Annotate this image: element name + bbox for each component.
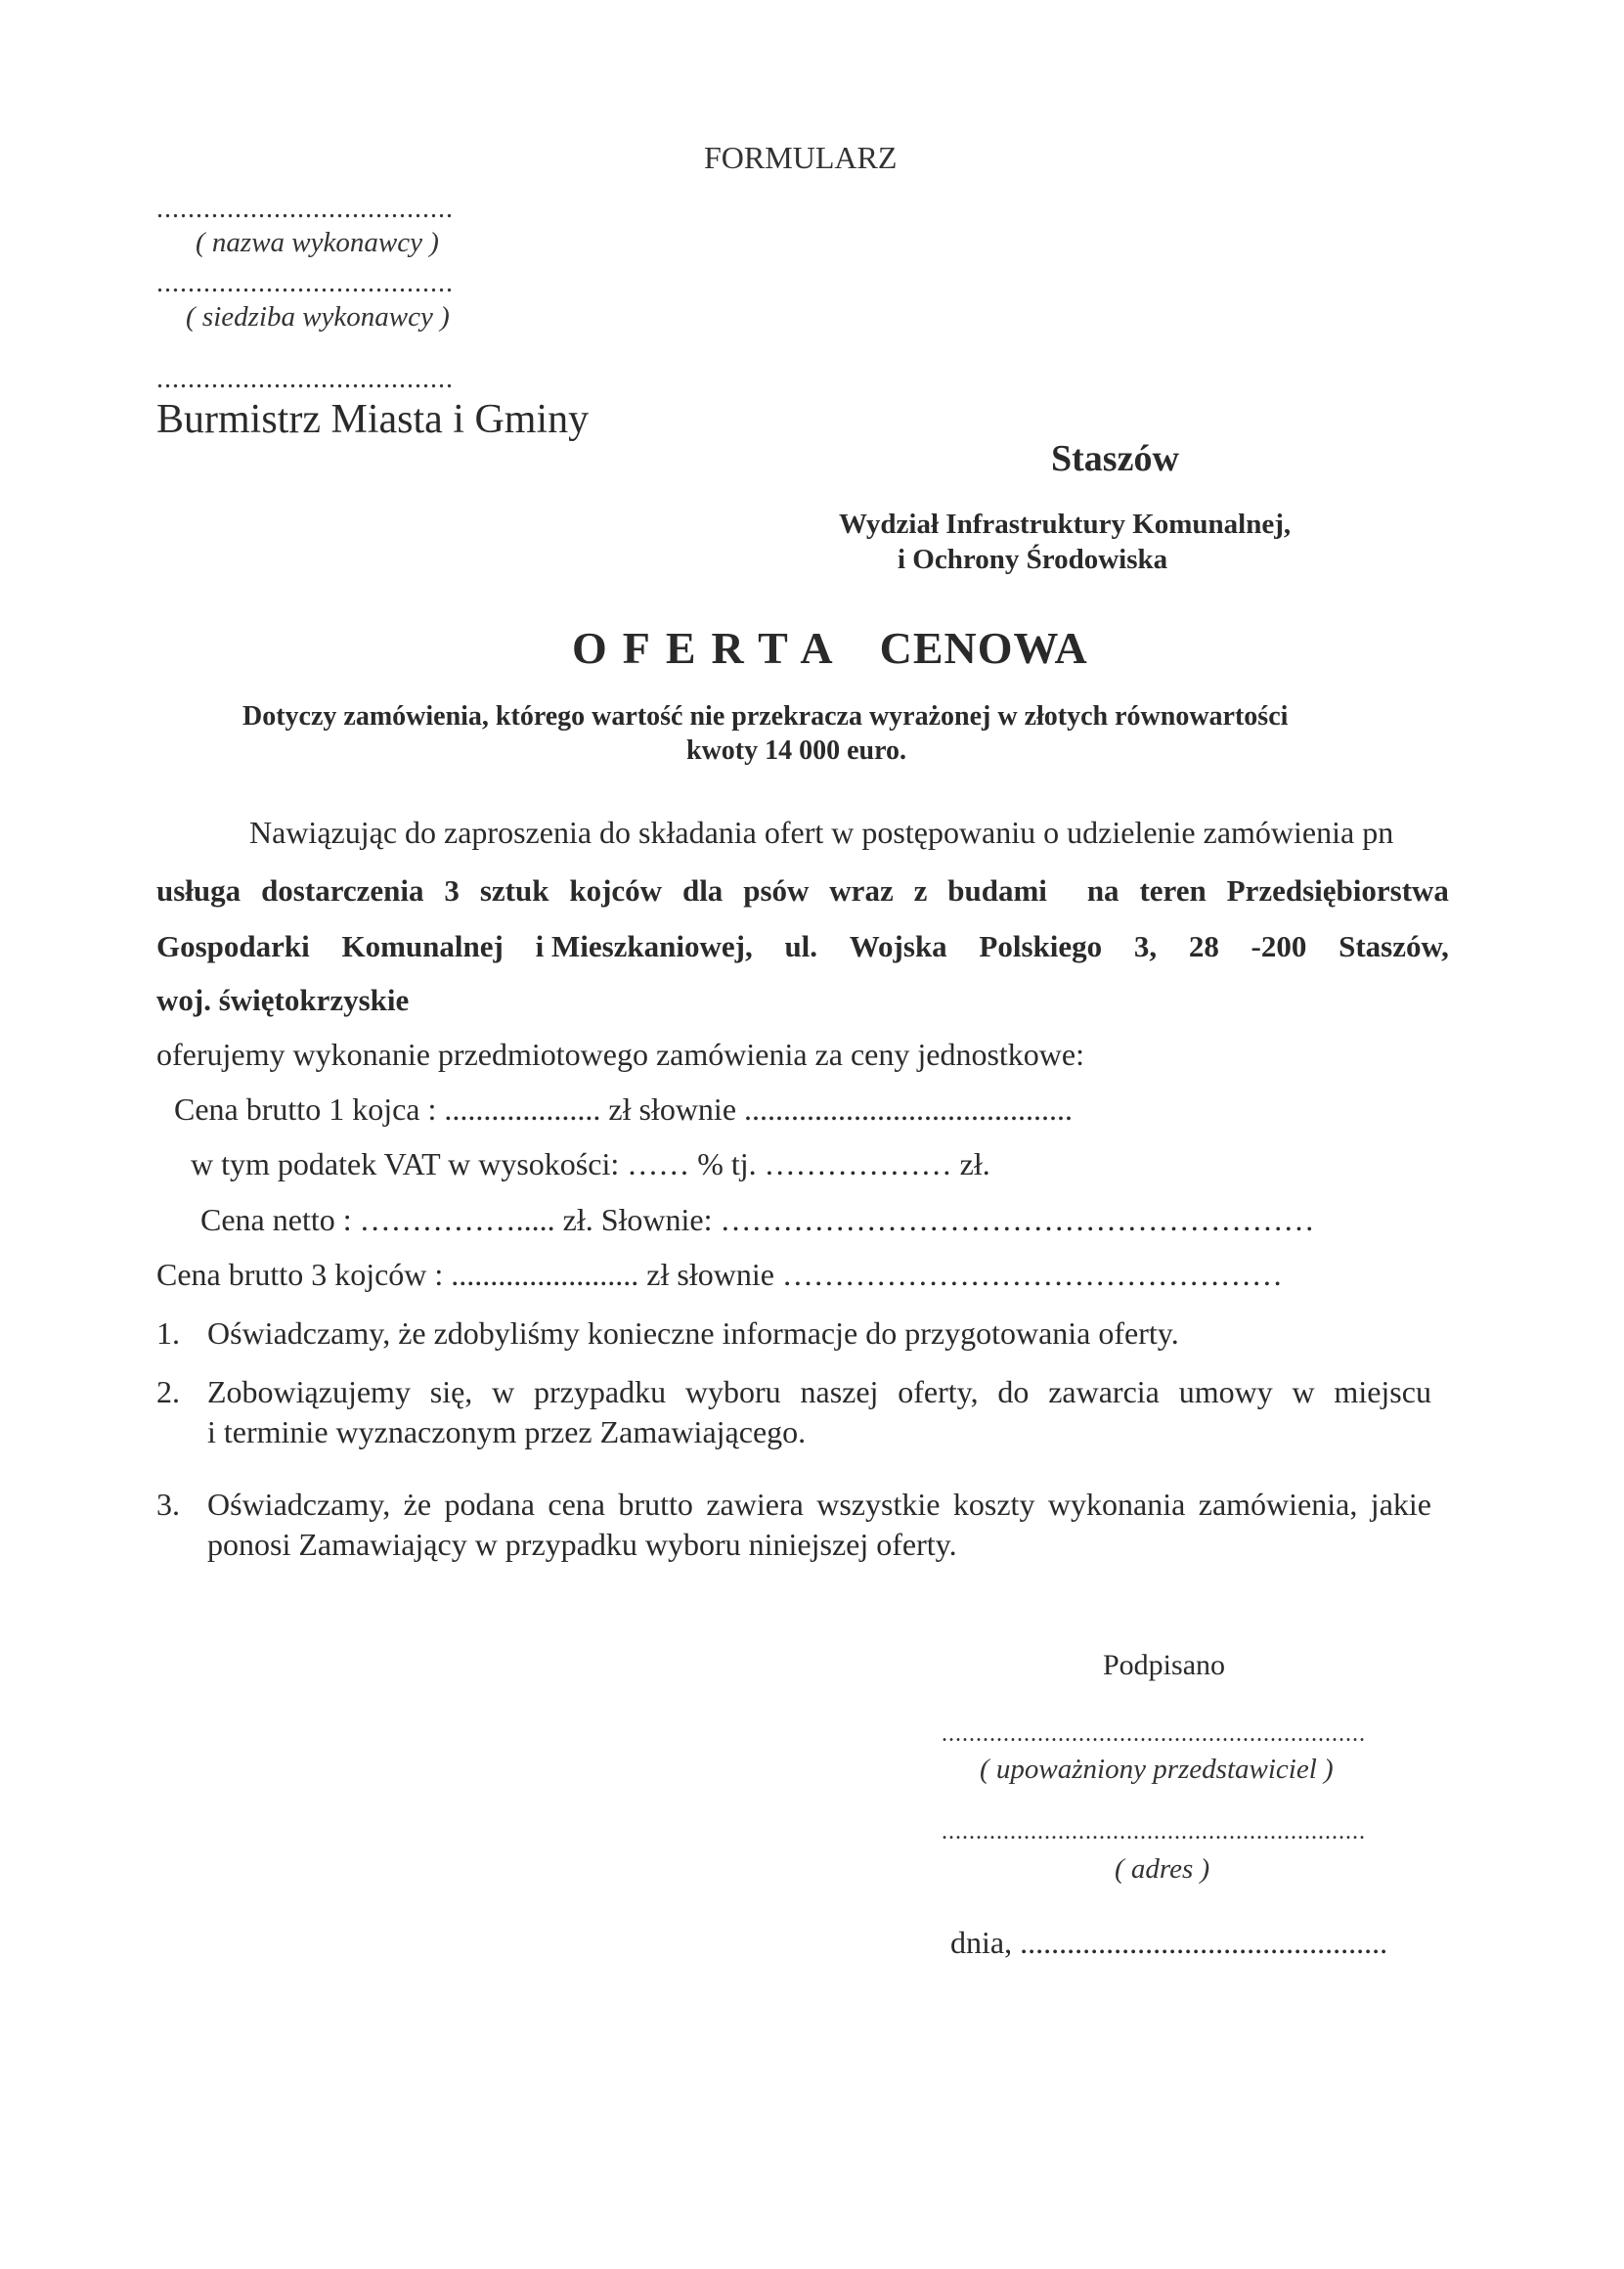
subject-word: Przedsiębiorstwa xyxy=(1226,873,1449,908)
declaration-item-3-line-2: ponosi Zamawiający w przypadku wyboru niniejszej oferty. xyxy=(207,1527,957,1562)
item-word: zawiera xyxy=(706,1487,804,1522)
item-word: w xyxy=(1292,1374,1315,1409)
subject-word: wraz xyxy=(829,873,894,908)
subject-word: usługa xyxy=(156,873,241,908)
item-word: Oświadczamy, xyxy=(207,1487,391,1522)
subject-word: Gospodarki xyxy=(156,929,310,963)
item-word: wyboru xyxy=(684,1374,781,1409)
declaration-item-3-number: 3. xyxy=(156,1487,180,1522)
item-word: że xyxy=(403,1487,432,1522)
total-gross-price-field[interactable]: Cena brutto 3 kojców : ........................ zł słownie ………………………………………… xyxy=(156,1257,1283,1292)
offer-heading-word2: CENOWA xyxy=(879,623,1088,673)
item-word: cena xyxy=(548,1487,605,1522)
item-text: Oświadczamy, że zdobyliśmy konieczne informacje do przygotowania oferty. xyxy=(207,1315,1179,1351)
declaration-item-1 xyxy=(156,1315,1179,1352)
subject-word: budami xyxy=(947,873,1047,908)
offer-statement: oferujemy wykonanie przedmiotowego zamówienia za ceny jednostkowe: xyxy=(156,1037,1084,1072)
item-word: brutto xyxy=(618,1487,693,1522)
department-line-1: Wydział Infrastruktury Komunalnej, xyxy=(839,509,1292,540)
date-field[interactable]: dnia, ............................................... xyxy=(950,1925,1388,1960)
subject-word: ul. xyxy=(784,929,818,963)
item-word: do xyxy=(997,1374,1030,1409)
representative-signature-field[interactable]: .............................................................. xyxy=(942,1721,1366,1747)
subject-word: -200 xyxy=(1251,929,1307,963)
subject-word: z xyxy=(913,873,928,908)
subject-word: 3 xyxy=(444,873,460,908)
subject-word: Staszów, xyxy=(1339,929,1449,963)
blank-line[interactable]: ...................................... xyxy=(156,364,454,394)
declaration-item-2-line-1 xyxy=(207,1374,1431,1410)
subject-word: 28 xyxy=(1188,929,1219,963)
item-word: wykonania xyxy=(1047,1487,1186,1522)
scope-note-line-1: Dotyczy zamówienia, którego wartość nie przekracza wyrażonej w złotych równowartości xyxy=(242,701,1289,732)
addressee-title: Burmistrz Miasta i Gminy xyxy=(156,397,590,442)
contractor-name-field[interactable]: ...................................... xyxy=(156,194,454,224)
vat-field[interactable]: w tym podatek VAT w wysokości: …… % tj. ……………… zł. xyxy=(191,1146,990,1181)
subject-word: psów xyxy=(743,873,810,908)
signed-label: Podpisano xyxy=(1103,1649,1226,1681)
item-word: w xyxy=(492,1374,515,1409)
form-title: FORMULARZ xyxy=(704,140,898,175)
offer-heading xyxy=(572,622,1088,674)
offer-heading-word1: OFERTA xyxy=(572,623,849,673)
item-word: się, xyxy=(429,1374,473,1409)
subject-line-1 xyxy=(156,873,1449,909)
subject-word: dla xyxy=(681,873,724,908)
subject-word: kojców xyxy=(569,873,663,908)
subject-word: na xyxy=(1086,873,1119,908)
contractor-address-label: ( siedziba wykonawcy ) xyxy=(186,301,450,333)
representative-label: ( upoważniony przedstawiciel ) xyxy=(980,1754,1334,1785)
item-word: umowy xyxy=(1178,1374,1273,1409)
contractor-address-field[interactable]: ...................................... xyxy=(156,268,454,298)
item-word: zamówienia, xyxy=(1198,1487,1358,1522)
item-number: 1. xyxy=(156,1315,180,1351)
subject-word: Wojska xyxy=(849,929,947,963)
department-line-2: i Ochrony Środowiska xyxy=(898,544,1168,575)
declaration-item-2-number: 2. xyxy=(156,1374,180,1409)
item-word: podana xyxy=(444,1487,535,1522)
unit-gross-price-field[interactable]: Cena brutto 1 kojca : .................... zł słownie .......................................... xyxy=(174,1091,1074,1127)
subject-word: dostarczenia xyxy=(261,873,424,908)
item-word: przypadku xyxy=(534,1374,667,1409)
item-word: oferty, xyxy=(898,1374,979,1409)
declaration-item-2-line-2: i terminie wyznaczonym przez Zamawiającego. xyxy=(207,1414,807,1449)
subject-word: sztuk xyxy=(479,873,549,908)
subject-word: 3, xyxy=(1133,929,1158,963)
subject-word: teren xyxy=(1139,873,1207,908)
scope-note-line-2: kwoty 14 000 euro. xyxy=(686,735,907,766)
item-word: wszystkie xyxy=(816,1487,941,1522)
item-word: koszty xyxy=(952,1487,1035,1522)
intro-paragraph: Nawiązując do zaproszenia do składania ofert w postępowaniu o udzielenie zamówienia pn xyxy=(249,815,1394,850)
subject-word: Komunalnej xyxy=(341,929,504,963)
declaration-item-3-line-1 xyxy=(207,1487,1431,1523)
net-price-field[interactable]: Cena netto : ……………..... zł. Słownie: ………………………………………………… xyxy=(200,1202,1315,1237)
address-field[interactable]: .............................................................. xyxy=(942,1819,1366,1845)
subject-word: i Mieszkaniowej, xyxy=(535,929,753,963)
addressee-city: Staszów xyxy=(1051,438,1179,479)
address-label: ( adres ) xyxy=(1115,1853,1210,1885)
item-word: zawarcia xyxy=(1048,1374,1160,1409)
contractor-name-label: ( nazwa wykonawcy ) xyxy=(196,227,439,258)
item-word: naszej xyxy=(800,1374,879,1409)
subject-line-3: woj. świętokrzyskie xyxy=(156,983,410,1017)
subject-word: Polskiego xyxy=(979,929,1103,963)
item-word: jakie xyxy=(1370,1487,1431,1522)
item-word: Zobowiązujemy xyxy=(207,1374,411,1409)
subject-line-2 xyxy=(156,929,1449,964)
item-word: miejscu xyxy=(1334,1374,1431,1409)
